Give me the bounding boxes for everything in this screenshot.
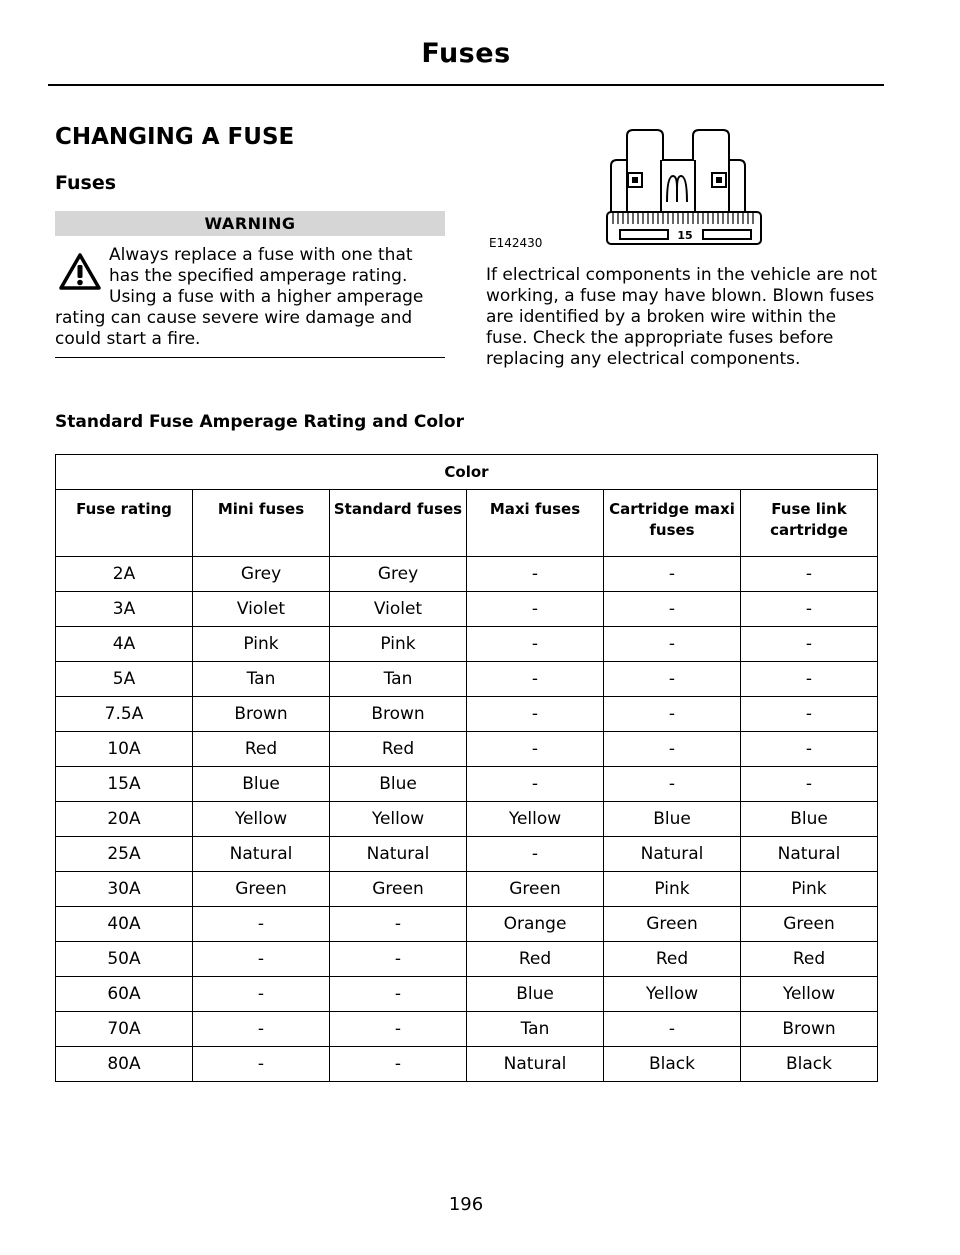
table-cell: - [604,767,741,802]
table-cell: Tan [467,1012,604,1047]
table-cell: - [330,907,467,942]
table-cell: Natural [330,837,467,872]
table-cell: - [467,697,604,732]
section-title: CHANGING A FUSE [55,124,295,150]
table-cell: Grey [193,557,330,592]
table-cell: - [604,662,741,697]
table-cell: Black [741,1047,878,1082]
table-row [56,627,878,662]
table-row [56,732,878,767]
table-cell: 3A [56,592,193,627]
table-cell: Brown [330,697,467,732]
table-cell: Yellow [467,802,604,837]
table-cell: - [604,697,741,732]
table-cell: - [604,627,741,662]
table-cell: Red [330,732,467,767]
table-cell: Green [330,872,467,907]
table-cell: Brown [193,697,330,732]
table-row [56,1012,878,1047]
table-cell: - [193,1012,330,1047]
table-cell: - [467,592,604,627]
table-row [56,697,878,732]
table-header: Maxi fuses [467,490,604,557]
table-cell: - [330,1012,467,1047]
table-cell: - [604,1012,741,1047]
table-cell: Blue [467,977,604,1012]
table-cell: - [193,942,330,977]
table-cell: Green [741,907,878,942]
table-cell: Red [467,942,604,977]
page-number: 196 [448,1194,484,1215]
table-cell: - [467,732,604,767]
table-caption: Standard Fuse Amperage Rating and Color [55,412,464,432]
header-divider [48,84,884,86]
table-cell: Yellow [330,802,467,837]
table-cell: - [330,942,467,977]
table-row [56,557,878,592]
table-cell: Blue [193,767,330,802]
table-cell: Natural [467,1047,604,1082]
table-cell: Blue [604,802,741,837]
table-cell: Natural [741,837,878,872]
table-cell: Pink [330,627,467,662]
table-cell: Red [193,732,330,767]
table-cell: - [330,1047,467,1082]
table-row [56,802,878,837]
table-cell: Yellow [741,977,878,1012]
fuse-number-label: 15 [677,229,693,242]
table-cell: - [741,627,878,662]
table-cell: - [741,697,878,732]
warning-divider [55,357,445,358]
table-row [56,977,878,1012]
table-header: Mini fuses [193,490,330,557]
table-cell: Blue [741,802,878,837]
table-cell: 70A [56,1012,193,1047]
table-cell: Grey [330,557,467,592]
fuse-color-table [55,454,878,1082]
table-row [56,837,878,872]
warning-text: Always replace a fuse with one that has the specified amperage rating. Using a fuse with a higher amperage rating can cause severe wire damage and could start a fire. [55,245,424,349]
table-cell: Natural [604,837,741,872]
table-cell: - [467,662,604,697]
table-row [56,662,878,697]
table-header: Standard fuses [330,490,467,557]
table-cell: Violet [193,592,330,627]
table-cell: 80A [56,1047,193,1082]
table-cell: - [741,732,878,767]
table-row [56,872,878,907]
warning-label: WARNING [55,211,445,236]
table-cell: Black [604,1047,741,1082]
page-header-title: Fuses [421,38,511,69]
table-cell: Pink [604,872,741,907]
table-cell: - [193,1047,330,1082]
warning-text-box [55,245,447,350]
table-cell: 50A [56,942,193,977]
table-cell: - [467,837,604,872]
table-cell: Tan [330,662,467,697]
table-header: Fuse rating [56,490,193,557]
table-cell: Yellow [604,977,741,1012]
table-cell: 20A [56,802,193,837]
table-cell: Blue [330,767,467,802]
table-cell: Tan [193,662,330,697]
table-cell: - [467,557,604,592]
table-cell: - [604,557,741,592]
table-row [56,767,878,802]
fuse-icon [605,128,765,248]
table-header-row [56,490,878,557]
table-body [56,557,878,1082]
table-cell: - [193,907,330,942]
body-paragraph: If electrical components in the vehicle are not working, a fuse may have blown. Blown fuses are identified by a broken wire within the fuse. Check the appropriate fuses before replacing any electrical components. [486,265,877,369]
table-group-header-row [56,455,878,490]
table-row [56,1047,878,1082]
table-cell: Red [741,942,878,977]
table-row [56,592,878,627]
table-cell: Green [467,872,604,907]
table-cell: Red [604,942,741,977]
table-cell: - [193,977,330,1012]
table-cell: - [741,767,878,802]
table-cell: Brown [741,1012,878,1047]
table-cell: 4A [56,627,193,662]
table-row [56,907,878,942]
table-header: Cartridge maxi fuses [604,490,741,557]
table-cell: Natural [193,837,330,872]
table-cell: 30A [56,872,193,907]
table-cell: 5A [56,662,193,697]
subsection-title: Fuses [55,172,117,194]
table-cell: Pink [193,627,330,662]
table-cell: Pink [741,872,878,907]
table-cell: - [741,592,878,627]
table-cell: 25A [56,837,193,872]
table-cell: Orange [467,907,604,942]
table-cell: - [741,662,878,697]
table-cell: Green [604,907,741,942]
table-cell: 2A [56,557,193,592]
table-cell: 10A [56,732,193,767]
table-cell: - [467,627,604,662]
table-cell: 15A [56,767,193,802]
table-cell: - [604,592,741,627]
table-cell: Green [193,872,330,907]
table-cell: - [741,557,878,592]
table-row [56,942,878,977]
table-group-header: Color [56,455,878,490]
table-header: Fuse link cartridge [741,490,878,557]
table-cell: - [604,732,741,767]
table-cell: Yellow [193,802,330,837]
table-cell: Violet [330,592,467,627]
figure-label: E142430 [489,236,543,250]
warning-icon-spacer [55,245,109,305]
table-cell: - [467,767,604,802]
table-cell: 40A [56,907,193,942]
table-cell: 7.5A [56,697,193,732]
table-cell: - [330,977,467,1012]
table-cell: 60A [56,977,193,1012]
